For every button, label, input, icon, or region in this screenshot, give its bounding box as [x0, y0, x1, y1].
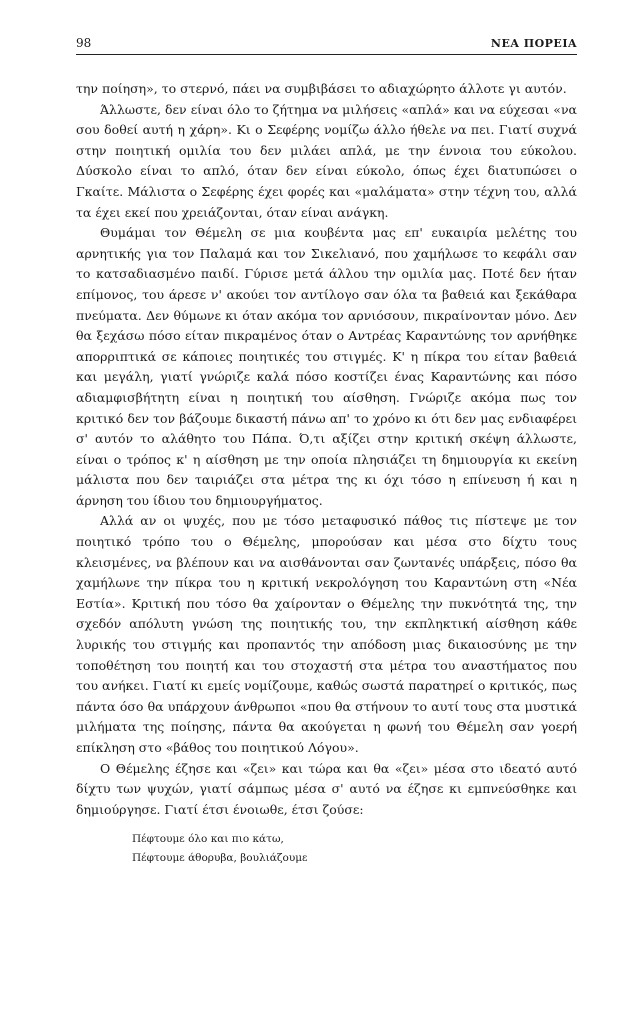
poem-line: Πέφτουμε άθορυβα, βουλιάζουμε — [132, 852, 308, 865]
page — [76, 36, 577, 868]
page-number: 98 — [76, 36, 92, 50]
paragraph: Αλλά αν οι ψυχές, που με τόσο μεταφυσικό πάθος τις πίστεψε με τον ποιητικό τρόπο του ο Θέμελης, μπορούσαν και μέσα στο δίχτυ τους κλεισμένες, να βλέπουν και να αισθάνονται σαν ζωντανές υπάρξεις, πόσο θα χαμήλωνε την πίκρα του η κριτική νεκρολόγηση του Καραντώνη στη «Νέα Εστία». Κριτική που τόσο θα χαίρονταν ο Θέμελης την πυκνότητά της, την σχεδόν απόλυτη γνώση της ποιητικής του, την εκπληκτική αίσθηση κάθε λυρικής του στιγμής και προπαντός την απόδοση μιας δικαιοσύνης με την τοποθέτηση του ποιητή και του στοχαστή στα μέτρα του αναστήματος που του ανήκει. Γιατί κι εμείς νομίζουμε, καθώς σωστά παρατηρεί ο κριτικός, πως πάντα όσο θα υπάρχουν άνθρωποι «που θα στήνουν το αυτί τους στα μυστικά μιλήματα της ποίησης, πάντα θα ακούγεται η φωνή του Θέμελη σαν γοερή επίκληση στο «βάθος του ποιητικού Λόγου». — [76, 513, 577, 755]
paragraph: Ο Θέμελης έζησε και «ζει» και τώρα και θα «ζει» μέσα στο ιδεατό αυτό δίχτυ των ψυχών, γιατί σάμπως μέσα σ' αυτό να έζησε κι εμπνεύσθηκε και δημιούργησε. Γιατί έτσι ένοιωθε, έτσι ζούσε: — [76, 760, 577, 817]
paragraph: Θυμάμαι τον Θέμελη σε μια κουβέντα μας επ' ευκαιρία μελέτης του αρνητικής για τον Παλαμά και τον Σικελιανό, που χαμήλωσε το κεφάλι σαν το κατσαδιασμένο παιδί. Γύρισε μετά άλλου την ομιλία μας. Ποτέ δεν ήταν επίμονος, του άρεσε ν' ακούει τον αντίλογο σαν όλα τα βαθειά και ξεκάθαρα πνεύματα. Δεν θύμωνε κι όταν ακόμα τον αρνιόσουν, πικραίνονταν μόνο. Δεν θα ξεχάσω πόσο είταν πικραμένος όταν ο Αντρέας Καραντώνης τον αρνήθηκε απορριπτικά σε κάποιες ποιητικές του στιγμές. Κ' η πίκρα του είταν βαθειά και μεγάλη, γιατί γνώριζε καλά πόσο κοστίζει ένας Καραντώνης και πόσο αδιαμφισβήτητη είναι η ποιητική του αίσθηση. Γνώριζε ακόμα πως τον κριτικό δεν τον βάζουμε δικαστή πάνω απ' το χρόνο κι ότι δεν μας ενδιαφέρει σ' αυτόν το αλάθητο του Πάπα. Ό,τι αξίζει στην κριτική σκέψη άλλωστε, είναι ο τρόπος κ' η αίσθηση με την οποία πλησιάζει τη δημιουργία κι εκείνη μάλιστα που δεν ταιριάζει στα μέτρα της κι όχι τόσο η επίνευση ή και η άρνηση του ίδιου του δημιουργήματος. — [76, 225, 577, 508]
journal-title: ΝΕΑ ΠΟΡΕΙΑ — [490, 37, 577, 50]
paragraph: την ποίηση», το στερνό, πάει να συμβιβάσει το αδιαχώρητο άλλοτε γι αυτόν. — [76, 81, 567, 96]
running-head — [76, 36, 577, 55]
paragraph: Άλλωστε, δεν είναι όλο το ζήτημα να μιλήσεις «απλά» και να εύχεσαι «να σου δοθεί αυτή η χάρη». Κι ο Σεφέρης νομίζω άλλο ήθελε να πει. Γιατί συχνά στην ποιητική ομιλία του δεν μιλάει απλά, με την έννοια του εύκολου. Δύσκολο είναι το απλό, όταν δεν είναι εύκολο, όπως έχει διατυπώσει ο Γκαίτε. Μάλιστα ο Σεφέρης έχει φορές και «μαλάματα» στην τέχνη του, αλλά τα έχει εκεί που χρειάζονται, όταν είναι ανάγκη. — [76, 101, 577, 220]
article-body — [76, 79, 577, 820]
poem-line: Πέφτουμε όλο και πιο κάτω, — [132, 833, 284, 846]
poem-quote — [132, 830, 577, 868]
